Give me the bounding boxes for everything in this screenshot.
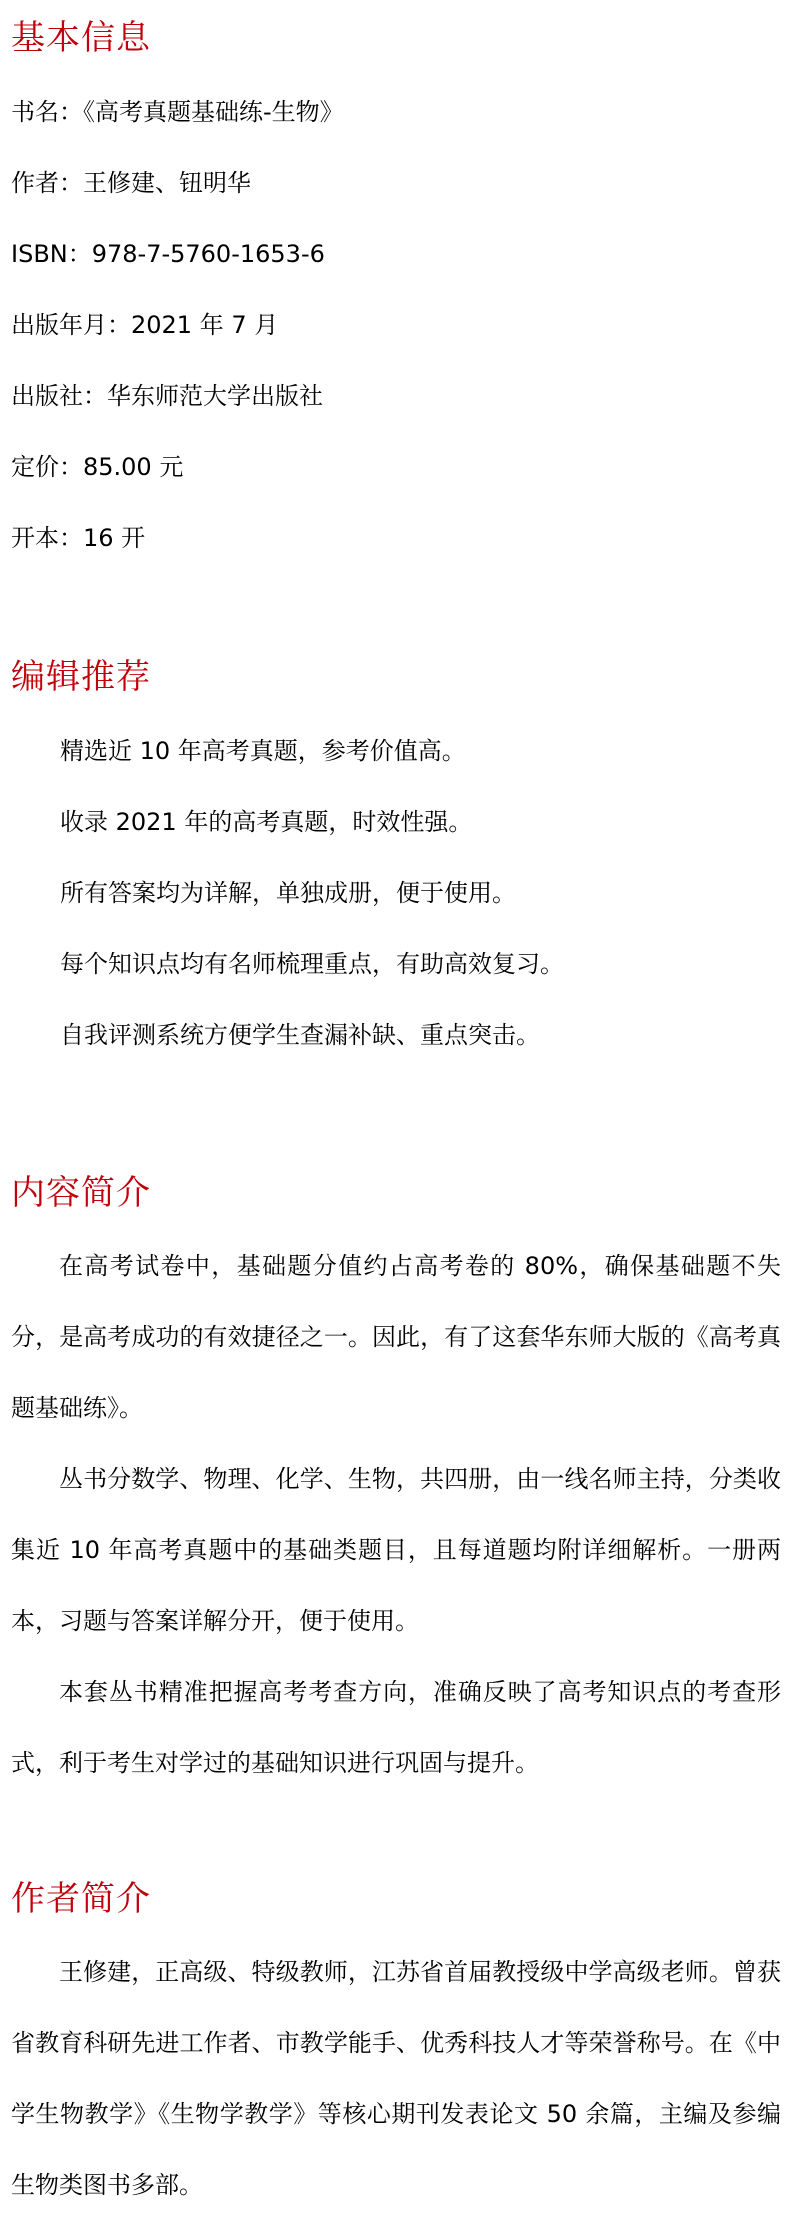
info-pub-date: 出版年月：2021 年 7 月: [11, 311, 279, 339]
info-isbn: ISBN：978-7-5760-1653-6: [11, 240, 325, 268]
recommend-item: 每个知识点均有名师梳理重点，有助高效复习。: [60, 950, 564, 978]
editor-recommend-heading: 编辑推荐: [11, 657, 151, 697]
info-publisher: 出版社：华东师范大学出版社: [11, 382, 323, 410]
info-format: 开本：16 开: [11, 524, 146, 552]
content-paragraph: 在高考试卷中，基础题分值约占高考卷的 80%，确保基础题不失分，是高考成功的有效捷径之一。因此，有了这套华东师大版的《高考真题基础练》。: [11, 1252, 781, 1422]
basic-info-heading: 基本信息: [11, 18, 151, 58]
author-intro-heading: 作者简介: [11, 1879, 151, 1919]
info-price: 定价：85.00 元: [11, 453, 184, 481]
content-intro-heading: 内容简介: [11, 1173, 151, 1213]
recommend-item: 自我评测系统方便学生查漏补缺、重点突击。: [60, 1021, 540, 1049]
content-paragraph: 本套丛书精准把握高考考查方向，准确反映了高考知识点的考查形式，利于考生对学过的基础知识进行巩固与提升。: [11, 1678, 781, 1777]
content-paragraph: 丛书分数学、物理、化学、生物，共四册，由一线名师主持，分类收集近 10 年高考真题中的基础类题目，且每道题均附详细解析。一册两本，习题与答案详解分开，便于使用。: [11, 1465, 781, 1635]
recommend-item: 收录 2021 年的高考真题，时效性强。: [60, 808, 473, 836]
recommend-item: 精选近 10 年高考真题，参考价值高。: [60, 737, 466, 765]
recommend-item: 所有答案均为详解，单独成册，便于使用。: [60, 879, 516, 907]
info-title: 书名：《高考真题基础练-生物》: [11, 98, 344, 126]
author-paragraph: 王修建，正高级、特级教师，江苏省首届教授级中学高级老师。曾获省教育科研先进工作者、市教学能手、优秀科技人才等荣誉称号。在《中学生物教学》《生物学教学》等核心期刊发表论文 50 余篇，主编及参编生物类图书多部。: [11, 1958, 781, 2199]
info-authors: 作者：王修建、钮明华: [11, 169, 251, 197]
